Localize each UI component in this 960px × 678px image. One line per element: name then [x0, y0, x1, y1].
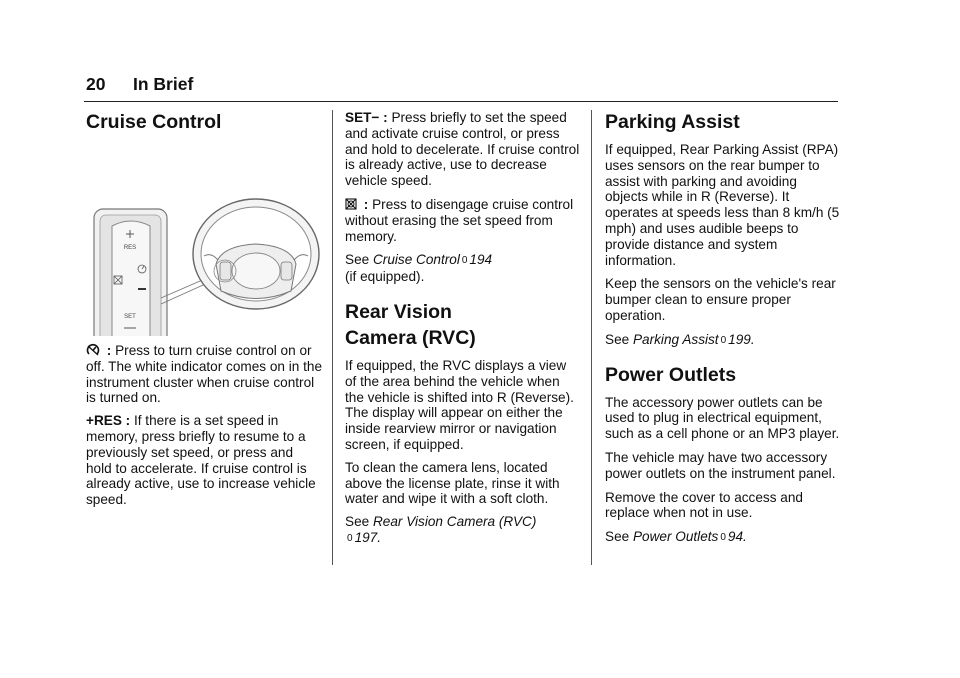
cancel-icon [345, 198, 357, 210]
rvc-paragraph-2: To clean the camera lens, located above the license plate, rinse it with water and wipe it with a soft cloth. [345, 459, 560, 507]
see-word: See [605, 529, 633, 545]
see-parking-assist [605, 332, 841, 349]
rvc-paragraph-1: If equipped, the RVC displays a view of the area behind the vehicle when the vehicle is shifted into R (Reverse). The display will appear on either the inside rearview mirror or navigation screen, if equipped. [345, 357, 574, 452]
column-2 [345, 106, 581, 547]
power-paragraph-1: The accessory power outlets can be used to plug in electrical equipment, such as a cell phone or an MP3 player. [605, 394, 840, 442]
see-rear-vision-camera [345, 514, 581, 547]
set-label: SET [124, 314, 136, 320]
column-3 [605, 106, 841, 546]
column-1 [86, 106, 322, 508]
section-name: In Brief [133, 74, 194, 94]
res-text: If there is a set speed in memory, press briefly to resume to a previously set speed, or press and hold to accelerate. If cruise control is already active, use to increase vehicle speed. [86, 413, 316, 508]
column-divider-2 [591, 110, 592, 565]
see-power-outlets [605, 529, 841, 546]
cruise-onoff-text: Press to turn cruise control on or off. The white indicator comes on in the instrument cluster when cruise control is turned on. [86, 343, 323, 406]
heading-power-outlets: Power Outlets [605, 363, 737, 386]
page-ref-arrow-icon: 0 [720, 334, 727, 346]
page-ref-arrow-icon: 0 [347, 532, 353, 544]
cancel-text: Press to disengage cruise control without erasing the set speed from memory. [345, 196, 574, 244]
xref-rear-vision-camera[interactable]: Rear Vision Camera (RVC) [372, 514, 537, 530]
power-paragraph-3: Remove the cover to access and replace when not in use. [605, 489, 803, 521]
see-word: See [345, 252, 373, 268]
parking-paragraph-1: If equipped, Rear Parking Assist (RPA) uses sensors on the rear bumper to assist with parking and avoiding objects while in R (Reverse). It operates at speeds less than 8 km/h (5 mph) and uses audible beeps to provide distance and system information. [605, 142, 840, 268]
page-header [84, 71, 838, 102]
heading-parking-assist: Parking Assist [605, 111, 740, 133]
xref-page-199[interactable]: 199 [728, 331, 751, 347]
see-word: See [345, 514, 373, 530]
res-label: RES [123, 245, 137, 251]
cruise-onoff-separator: : [103, 343, 116, 358]
xref-page-194[interactable]: 194 [469, 252, 493, 268]
period: . [377, 529, 382, 545]
heading-rvc-line2: Camera (RVC) [345, 326, 476, 349]
see-word: See [605, 331, 633, 347]
cancel-paragraph [345, 197, 581, 244]
set-label-text: SET− : [345, 110, 388, 125]
xref-page-197[interactable]: 197 [354, 529, 378, 545]
page-number: 20 [86, 74, 106, 94]
heading-rvc-line1: Rear Vision [345, 300, 452, 323]
set-text: Press briefly to set the speed and activate cruise control, or press and hold to decelerate. If cruise control is already active, use to decrease vehicle speed. [345, 110, 580, 189]
heading-cruise-control: Cruise Control [86, 111, 222, 133]
page-ref-arrow-icon: 0 [461, 255, 468, 267]
heading-rear-vision-camera [345, 299, 581, 351]
steering-wheel-svg [86, 156, 326, 336]
page-ref-arrow-icon: 0 [720, 532, 726, 544]
power-paragraph-2: The vehicle may have two accessory power outlets on the instrument panel. [605, 449, 836, 481]
period: . [743, 529, 747, 545]
xref-page-94[interactable]: 94 [727, 529, 744, 545]
steering-wheel-illustration [86, 156, 326, 336]
xref-power-outlets[interactable]: Power Outlets [632, 529, 719, 545]
xref-cruise-control[interactable]: Cruise Control [372, 252, 460, 268]
see-cruise-control [345, 252, 581, 285]
xref-parking-assist[interactable]: Parking Assist [632, 331, 719, 347]
cruise-control-icon [86, 343, 100, 357]
cruise-onoff-paragraph [86, 343, 322, 406]
cancel-separator: : [360, 196, 373, 212]
set-paragraph [345, 110, 581, 189]
period: . [750, 331, 755, 347]
res-label-text: +RES : [86, 413, 131, 429]
column-divider-1 [332, 110, 333, 565]
res-paragraph [86, 413, 322, 508]
parking-paragraph-2: Keep the sensors on the vehicle's rear bumper clean to ensure proper operation. [605, 276, 836, 323]
if-equipped-text: (if equipped). [345, 269, 425, 285]
